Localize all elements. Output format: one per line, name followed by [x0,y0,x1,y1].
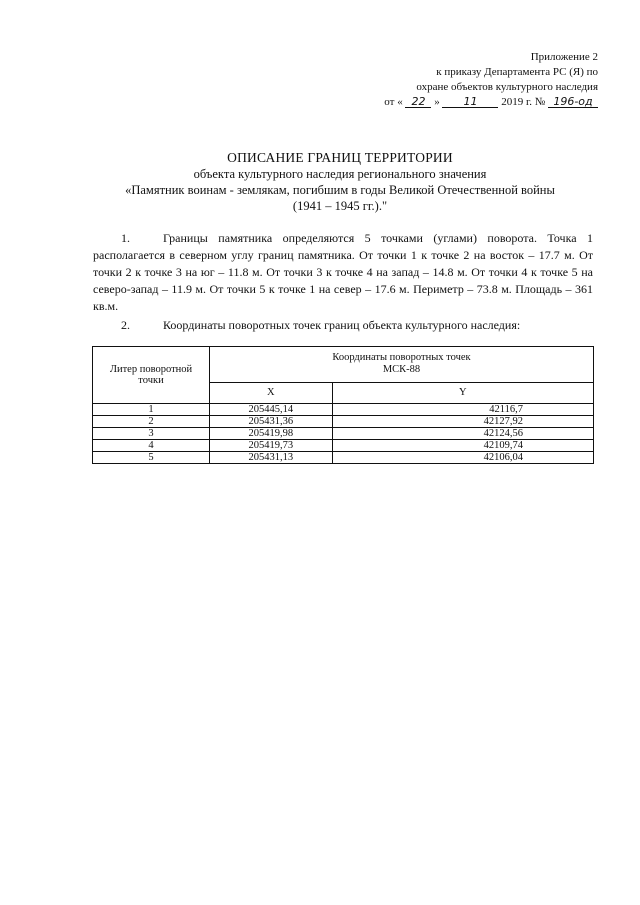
cell-y: 42106,04 [332,452,593,464]
document-title [120,150,560,214]
order-line: к приказу Департамента РС (Я) по [436,66,598,78]
coordinates-table [92,346,594,464]
cell-y: 42127,92 [332,416,593,428]
table-row [93,404,594,416]
cell-x: 205431,13 [210,452,333,464]
cell-y: 42109,74 [332,440,593,452]
coordinate-system: МСК-88 [382,364,421,376]
cell-x: 205419,73 [210,440,333,452]
date-mid: » [434,96,440,108]
cell-liter: 4 [93,440,210,452]
title-main: ОПИСАНИЕ ГРАНИЦ ТЕРРИТОРИИ [227,150,453,165]
paragraph-number: 1. [121,231,130,245]
cell-x: 205445,14 [210,404,333,416]
cell-y: 42124,56 [332,428,593,440]
coordinates-header-text: Координаты поворотных точек [332,352,471,364]
cell-liter: 5 [93,452,210,464]
col-header-coordinates [210,347,594,383]
handwritten-day: 22 [405,96,431,108]
paragraph-coordinates [93,317,593,334]
table-row [93,416,594,428]
paragraph-text: Координаты поворотных точек границ объекта культурного наследия: [163,318,521,332]
department-line: охране объектов культурного наследия [416,81,598,93]
cell-x: 205419,98 [210,428,333,440]
paragraph-boundaries [93,230,593,315]
col-header-x: X [210,382,333,403]
table-row [93,440,594,452]
cell-liter: 1 [93,404,210,416]
col-header-y: Y [332,382,593,403]
order-date-line [358,95,598,110]
table-row [93,428,594,440]
cell-liter: 2 [93,416,210,428]
year-text: 2019 г. № [501,96,546,108]
cell-x: 205431,36 [210,416,333,428]
order-reference [358,50,598,110]
title-monument-name: «Памятник воинам - землякам, погибшим в годы Великой Отечественной войны [125,183,555,197]
cell-y: 42116,7 [332,404,593,416]
cell-liter: 3 [93,428,210,440]
title-years: (1941 – 1945 гг.)." [292,199,388,213]
paragraph-number: 2. [121,318,130,332]
handwritten-month: 11 [442,96,498,108]
date-prefix: от « [384,96,403,108]
title-object-type: объекта культурного наследия регионального значения [193,167,487,181]
col-header-liter: Литер поворотной точки [93,347,210,404]
handwritten-order-number: 196-од [548,96,598,108]
table-row [93,452,594,464]
appendix-label: Приложение 2 [530,51,598,63]
paragraph-text: Границы памятника определяются 5 точками (углами) поворота. Точка 1 располагается в северном углу границ памятника. От точки 1 к точке 2 на восток – 17.7 м. От точки 2 к точке 3 на юг – 11.8 м. От точки 3 к точке 4 на запад – 14.8 м. От точки 4 к точке 5 на северо-запад – 11.9 м. От точки 5 к точке 1 на север – 17.6 м. Периметр – 73.8 м. Площадь – 361 кв.м. [93,231,593,313]
